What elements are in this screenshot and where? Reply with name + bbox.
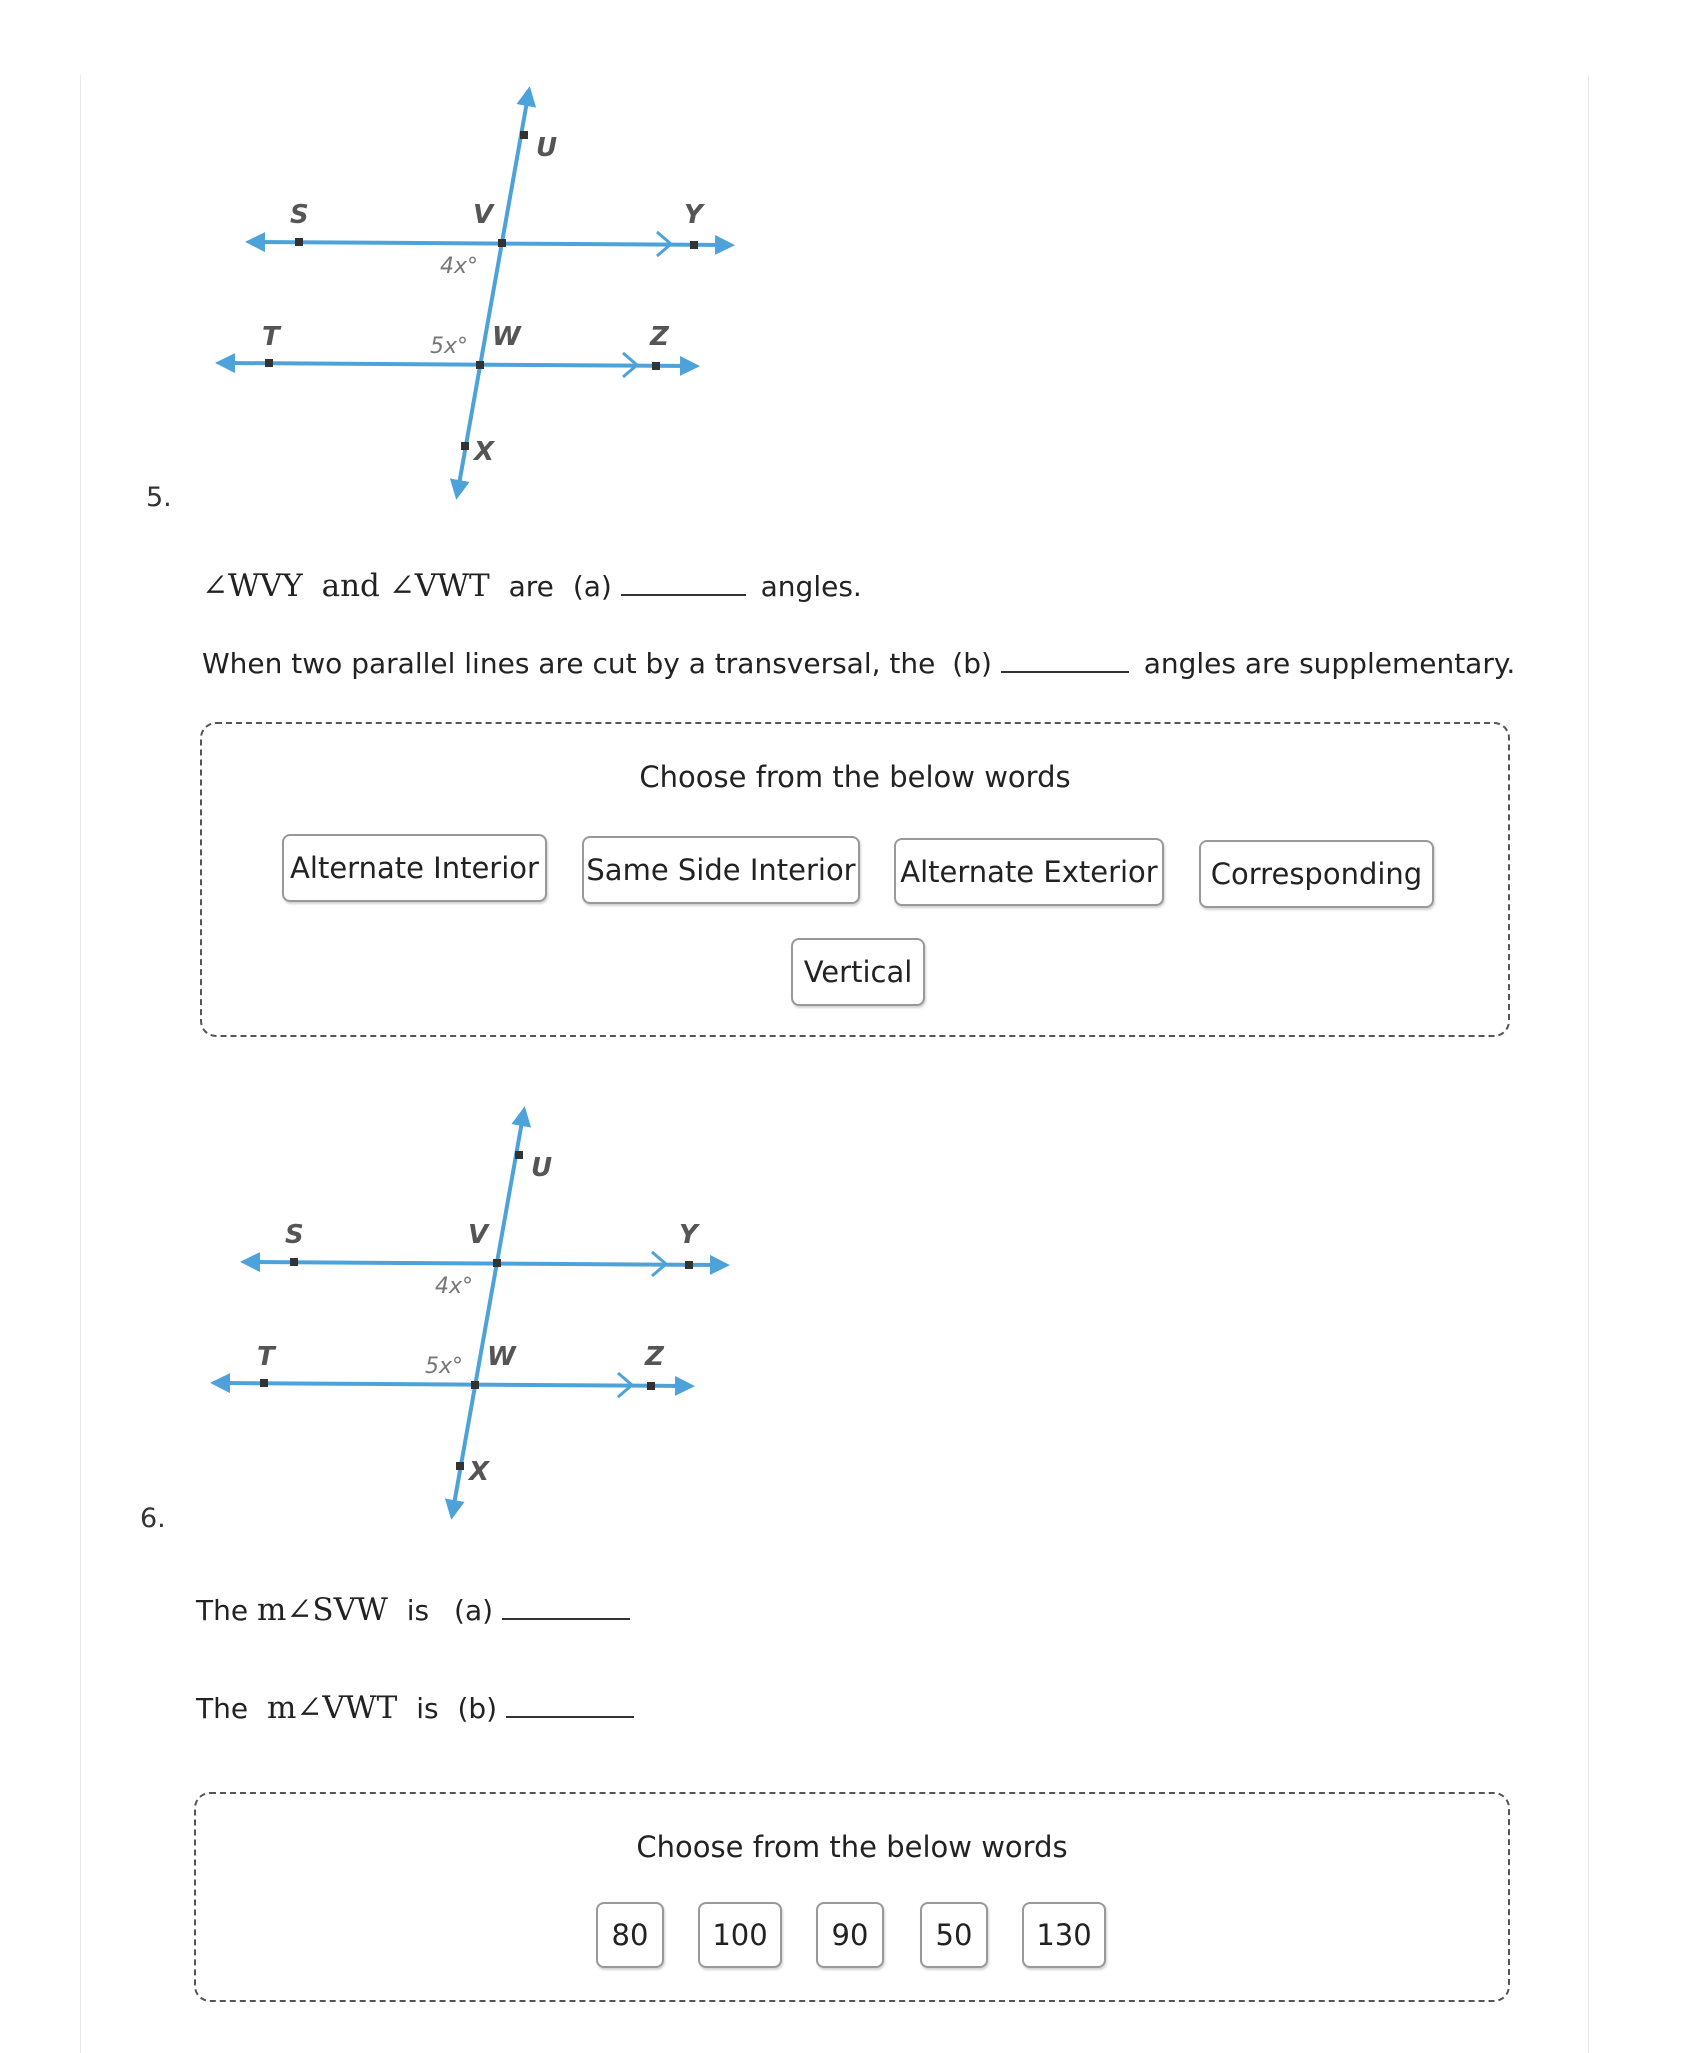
- q6-prefix-a: The: [196, 1594, 249, 1627]
- label-z: Z: [645, 1342, 664, 1372]
- q6-blank-a[interactable]: [502, 1592, 630, 1620]
- q5-word-bank-title: Choose from the below words: [639, 760, 1071, 794]
- point-y-dot: [685, 1261, 693, 1269]
- q6-label-a: (a): [454, 1594, 494, 1627]
- option-alternate-interior[interactable]: Alternate Interior: [282, 834, 547, 902]
- point-x-dot: [456, 1462, 464, 1470]
- label-t: T: [262, 322, 280, 352]
- option-90[interactable]: 90: [816, 1902, 884, 1968]
- option-alternate-exterior[interactable]: Alternate Exterior: [894, 838, 1164, 906]
- transversal-ux: [453, 1116, 523, 1510]
- line-tz: [225, 363, 690, 366]
- q5-number: 5.: [146, 482, 172, 513]
- point-x-dot: [461, 442, 469, 450]
- label-v: V: [468, 1220, 489, 1250]
- point-s-dot: [290, 1258, 298, 1266]
- point-w-dot: [476, 361, 484, 369]
- q5-blank-b[interactable]: [1001, 645, 1129, 673]
- q5-and: and: [321, 568, 380, 604]
- label-x: X: [474, 437, 495, 467]
- option-vertical[interactable]: Vertical: [791, 938, 925, 1006]
- q5-parallel-lines-diagram: [190, 80, 750, 500]
- q6-statement-a: [196, 1592, 630, 1628]
- label-y: Y: [684, 200, 703, 230]
- q6-blank-b[interactable]: [506, 1690, 634, 1718]
- page-right-edge: [1588, 75, 1589, 2053]
- label-w: W: [492, 322, 521, 352]
- label-u: U: [531, 1153, 553, 1183]
- q5-prefix-b: When two parallel lines are cut by a transversal, the: [202, 647, 936, 680]
- angle-label-4x: 4x°: [440, 254, 479, 279]
- point-z-dot: [647, 1382, 655, 1390]
- q5-angle-wvy: ∠WVY: [202, 568, 303, 604]
- line-tz: [220, 1383, 685, 1386]
- q6-is-a: is: [406, 1594, 430, 1627]
- option-130[interactable]: 130: [1022, 1902, 1106, 1968]
- label-t: T: [257, 1342, 275, 1372]
- q5-suffix-a: angles.: [760, 570, 862, 603]
- q6-label-b: (b): [457, 1692, 498, 1725]
- q5-angle-vwt: ∠VWT: [388, 568, 490, 604]
- point-z-dot: [652, 362, 660, 370]
- point-t-dot: [265, 359, 273, 367]
- point-v-dot: [498, 239, 506, 247]
- q6-prefix-b: The: [196, 1692, 249, 1725]
- point-u-dot: [515, 1151, 523, 1159]
- q5-statement-b: [202, 645, 1515, 680]
- q5-word-bank: [200, 722, 1510, 1037]
- point-u-dot: [520, 131, 528, 139]
- point-w-dot: [471, 1381, 479, 1389]
- label-w: W: [487, 1342, 516, 1372]
- q6-parallel-lines-diagram: [185, 1100, 745, 1520]
- point-v-dot: [493, 1259, 501, 1267]
- line-sy: [255, 242, 725, 245]
- option-50[interactable]: 50: [920, 1902, 988, 1968]
- label-y: Y: [679, 1220, 698, 1250]
- q6-word-bank-title: Choose from the below words: [636, 1830, 1068, 1864]
- angle-label-4x: 4x°: [435, 1274, 474, 1299]
- q5-are: are: [508, 570, 554, 603]
- q6-angle-svw: m∠SVW: [256, 1592, 388, 1628]
- option-100[interactable]: 100: [698, 1902, 782, 1968]
- label-s: S: [290, 200, 309, 230]
- option-corresponding[interactable]: Corresponding: [1199, 840, 1434, 908]
- angle-label-5x: 5x°: [425, 1354, 464, 1379]
- q5-blank-a[interactable]: [621, 568, 746, 596]
- angle-label-5x: 5x°: [430, 334, 469, 359]
- q5-suffix-b: angles are supplementary.: [1143, 647, 1516, 680]
- label-s: S: [285, 1220, 304, 1250]
- q5-statement-a: [202, 568, 862, 604]
- point-s-dot: [295, 238, 303, 246]
- option-80[interactable]: 80: [596, 1902, 664, 1968]
- q6-is-b: is: [416, 1692, 439, 1725]
- option-same-side-interior[interactable]: Same Side Interior: [582, 836, 860, 904]
- page-left-edge: [80, 75, 81, 2053]
- point-t-dot: [260, 1379, 268, 1387]
- label-u: U: [536, 133, 558, 163]
- q5-label-a: (a): [572, 570, 612, 603]
- point-y-dot: [690, 241, 698, 249]
- q6-number: 6.: [140, 1503, 166, 1534]
- label-x: X: [469, 1457, 490, 1487]
- line-sy: [250, 1262, 720, 1265]
- q6-word-bank: [194, 1792, 1510, 2002]
- transversal-ux: [458, 96, 528, 490]
- label-v: V: [473, 200, 494, 230]
- q6-angle-vwt: m∠VWT: [266, 1690, 398, 1726]
- q6-statement-b: [196, 1690, 634, 1726]
- label-z: Z: [650, 322, 669, 352]
- q5-label-b: (b): [952, 647, 992, 680]
